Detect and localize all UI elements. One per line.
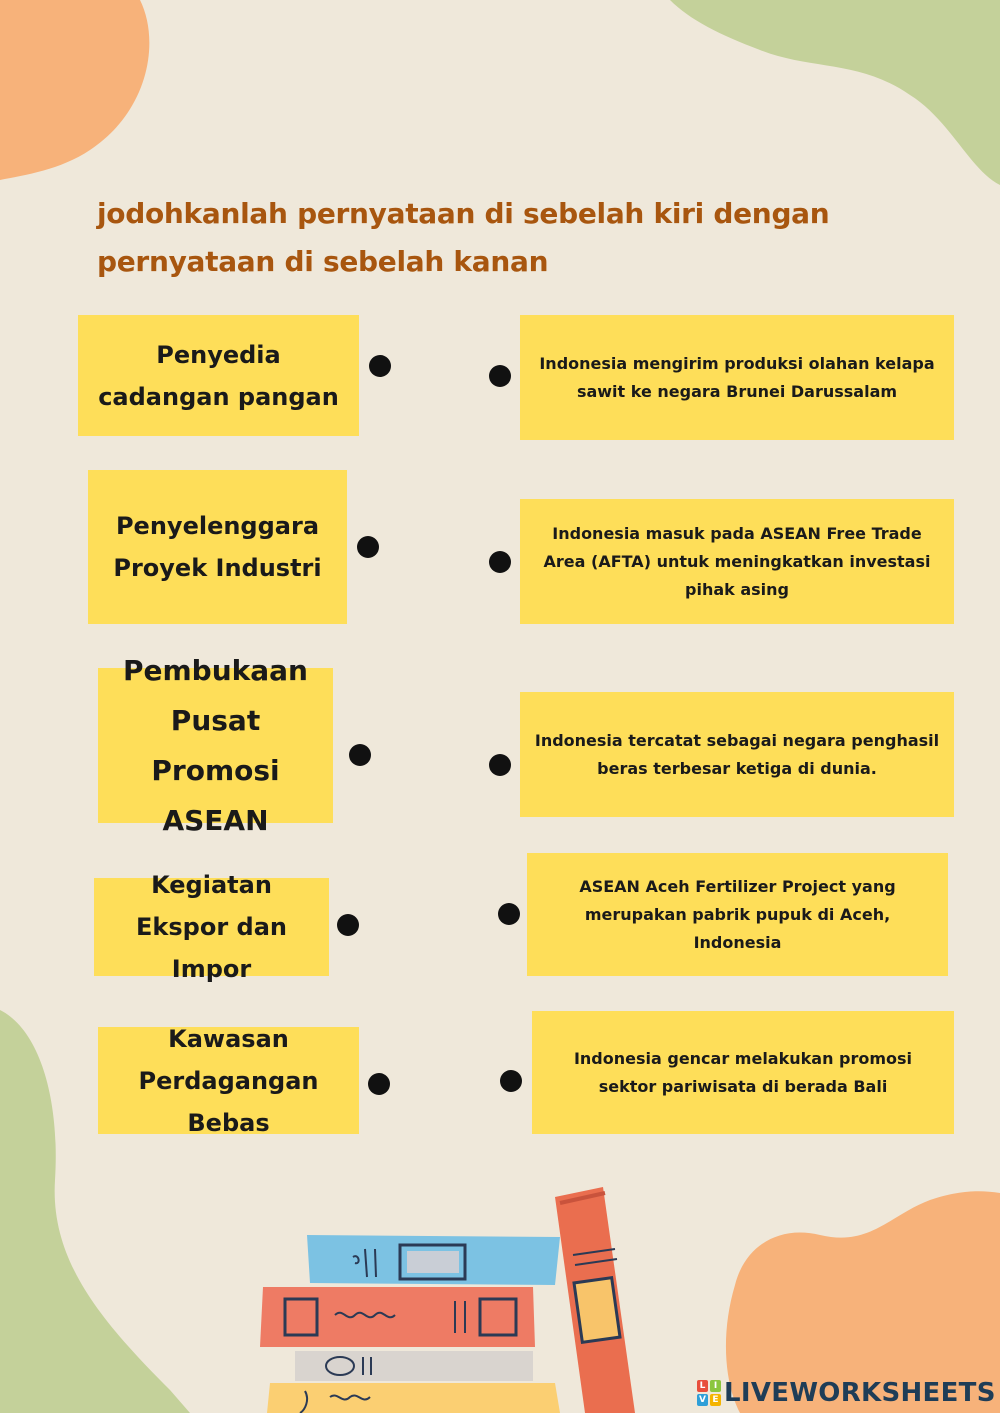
left-dot-2[interactable] — [357, 536, 379, 558]
left-dot-5[interactable] — [368, 1073, 390, 1095]
right-item-4[interactable]: ASEAN Aceh Fertilizer Project yang merupakan pabrik pupuk di Aceh, Indonesia — [527, 853, 948, 976]
left-dot-4[interactable] — [337, 914, 359, 936]
liveworksheets-logo-icon: L I V E — [697, 1380, 721, 1406]
right-dot-2[interactable] — [489, 551, 511, 573]
page-title: jodohkanlah pernyataan di sebelah kiri dengan pernyataan di sebelah kanan — [97, 197, 830, 278]
left-dot-3[interactable] — [349, 744, 371, 766]
green-blob-top-right — [660, 0, 1000, 190]
left-item-3[interactable]: Pembukaan Pusat Promosi ASEAN — [98, 668, 333, 823]
right-dot-1[interactable] — [489, 365, 511, 387]
peach-blob-top-left — [0, 0, 160, 180]
left-item-5[interactable]: Kawasan Perdagangan Bebas — [98, 1027, 359, 1134]
right-dot-5[interactable] — [500, 1070, 522, 1092]
right-dot-3[interactable] — [489, 754, 511, 776]
left-item-4[interactable]: Kegiatan Ekspor dan Impor — [94, 878, 329, 976]
left-dot-1[interactable] — [369, 355, 391, 377]
liveworksheets-logo-text: LIVEWORKSHEETS — [724, 1378, 996, 1408]
right-dot-4[interactable] — [498, 903, 520, 925]
right-item-2[interactable]: Indonesia masuk pada ASEAN Free Trade Area (AFTA) untuk meningkatkan investasi pihak asing — [520, 499, 954, 624]
liveworksheets-logo — [697, 1376, 996, 1410]
books-illustration — [255, 1185, 635, 1413]
left-item-1[interactable]: Penyedia cadangan pangan — [78, 315, 359, 436]
left-item-2[interactable]: Penyelenggara Proyek Industri — [88, 470, 347, 624]
right-item-3[interactable]: Indonesia tercatat sebagai negara penghasil beras terbesar ketiga di dunia. — [520, 692, 954, 817]
right-item-1[interactable]: Indonesia mengirim produksi olahan kelapa sawit ke negara Brunei Darussalam — [520, 315, 954, 440]
right-item-5[interactable]: Indonesia gencar melakukan promosi sektor pariwisata di berada Bali — [532, 1011, 954, 1134]
